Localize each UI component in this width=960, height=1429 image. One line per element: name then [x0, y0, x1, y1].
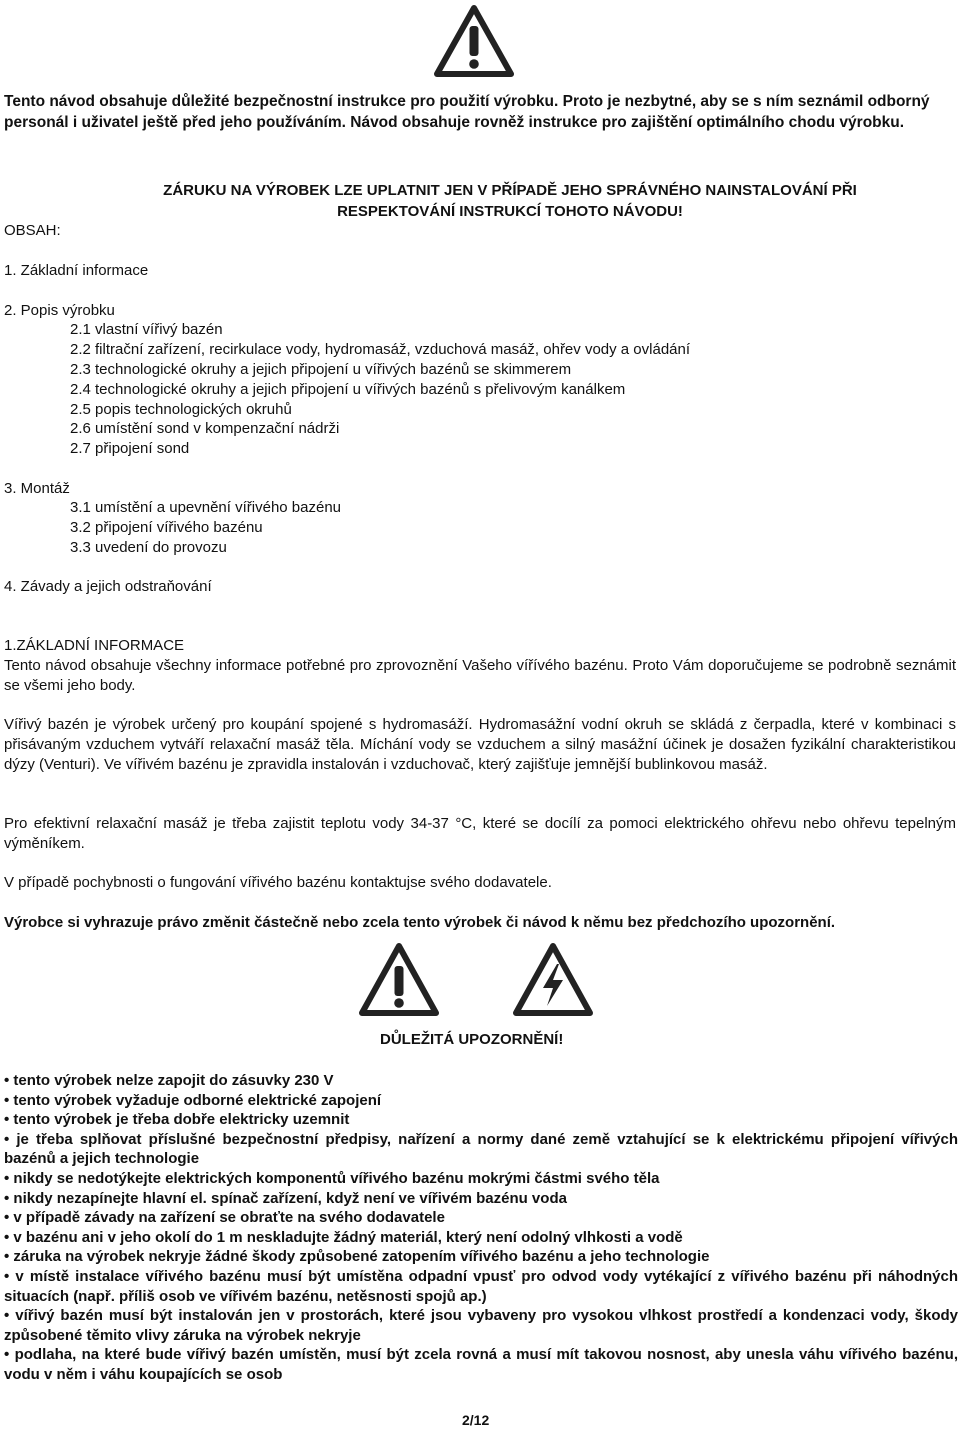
paragraph: Vířivý bazén je výrobek určený pro koupání spojené s hydromasáží. Hydromasážní vodní okruh se skládá z čerpadla, které v kombinaci s přisávaným vzduchem vytváří relaxační masáž těla. Míchání vody se vzduchem a silný masážní účinek je dosažen fyzikální charakteristikou dýzy (Venturi). Ve vířivém bazénu je zpravidla instalován i vzduchovač, který zajišťuje jemnější bublinkovou masáž. — [4, 716, 956, 773]
toc-title: OBSAH: — [4, 222, 61, 239]
toc-subitem: 2.2 filtrační zařízení, recirkulace vody, hydromasáž, vzduchová masáž, ohřev vody a ovládání — [70, 341, 691, 358]
list-item: • v místě instalace vířivého bazénu musí být umístěna odpadní vpusť pro odvod vody vytékající z vířivého bazénu při náhodných situacích (např. příliš osob ve vířivém bazénu, netěsnosti spojů ap.) — [4, 1267, 958, 1306]
list-item: • tento výrobek je třeba dobře elektricky uzemnit — [4, 1110, 958, 1130]
list-item: • nikdy nezapínejte hlavní el. spínač zařízení, když není ve vířivém bazénu voda — [4, 1189, 958, 1209]
paragraph: V případě pochybnosti o fungování vířivého bazénu kontaktujse svého dodavatele. — [4, 874, 552, 891]
toc-subitem: 2.3 technologické okruhy a jejich připojení u vířivých bazénů se skimmerem — [70, 361, 572, 378]
toc-subitem: 2.6 umístění sond v kompenzační nádrži — [70, 420, 340, 437]
safety-bullet-list — [4, 1071, 958, 1385]
list-item: • v bazénu ani v jeho okolí do 1 m neskladujte žádný materiál, který není odolný vlhkosti a vodě — [4, 1228, 958, 1248]
page-number: 2/12 — [462, 1412, 490, 1428]
warning-triangle-icon — [432, 2, 516, 80]
toc-subitem: 2.5 popis technologických okruhů — [70, 401, 292, 418]
section-heading: 1.ZÁKLADNÍ INFORMACE — [4, 637, 185, 654]
warning-icons — [356, 940, 596, 1020]
list-item: • záruka na výrobek nekryje žádné škody způsobené zatopením vířivého bazénu a jeho technologie — [4, 1247, 958, 1267]
list-item: • je třeba splňovat příslušné bezpečnostní předpisy, nařízení a normy dané země vztahující se k elektrickému připojení vířivých bazénů a jejich technologie — [4, 1130, 958, 1169]
high-voltage-icon — [510, 940, 596, 1020]
list-item: • v případě závady na zařízení se obraťte na svého dodavatele — [4, 1208, 958, 1228]
toc-item: 3. Montáž — [4, 480, 70, 497]
notice-title: DŮLEŽITÁ UPOZORNĚNÍ! — [380, 1031, 564, 1048]
intro-paragraph: Tento návod obsahuje důležité bezpečnostní instrukce pro použití výrobku. Proto je nezbytné, aby se s ním seznámil odborný personál i uživatel ještě před jeho používáním. Návod obsahuje rovněž instrukce pro zajištění optimálního chodu výrobku. — [4, 93, 930, 131]
toc-subitem: 3.2 připojení vířivého bazénu — [70, 519, 263, 536]
list-item: • nikdy se nedotýkejte elektrických komponentů vířivého bazénu mokrými částmi svého těla — [4, 1169, 958, 1189]
toc-subitem: 3.1 umístění a upevnění vířivého bazénu — [70, 499, 342, 516]
toc-subitem: 3.3 uvedení do provozu — [70, 539, 227, 556]
warning-triangle-icon — [356, 940, 442, 1020]
list-item: • tento výrobek vyžaduje odborné elektrické zapojení — [4, 1091, 958, 1111]
warranty-line-2: RESPEKTOVÁNÍ INSTRUKCÍ TOHOTO NÁVODU! — [337, 203, 683, 220]
paragraph: Tento návod obsahuje všechny informace potřebné pro zprovoznění Vašeho vířívého bazénu. Proto Vám doporučujeme se podrobně seznámit se všemi jeho body. — [4, 657, 956, 694]
list-item: • vířivý bazén musí být instalován jen v prostorách, které jsou vybaveny pro vysokou vlhkost prostředí a kondenzaci vody, škody způsobené těmito vlivy záruka na výrobek nekryje — [4, 1306, 958, 1345]
toc-item: 2. Popis výrobku — [4, 302, 115, 319]
toc-subitem: 2.1 vlastní vířivý bazén — [70, 321, 223, 338]
warranty-line-1: ZÁRUKU NA VÝROBEK LZE UPLATNIT JEN V PŘÍPADĚ JEHO SPRÁVNÉHO NAINSTALOVÁNÍ PŘI — [163, 182, 857, 199]
toc-item: 1. Základní informace — [4, 262, 149, 279]
paragraph: Pro efektivní relaxační masáž je třeba zajistit teplotu vody 34-37 °C, které se docílí za pomoci elektrického ohřevu nebo ohřevu tepelným výměníkem. — [4, 815, 956, 852]
warranty-notice — [4, 180, 956, 222]
toc-subitem: 2.4 technologické okruhy a jejich připojení u vířivých bazénů s přelivovým kanálkem — [70, 381, 626, 398]
disclaimer: Výrobce si vyhrazuje právo změnit částečně nebo zcela tento výrobek či návod k němu bez předchozího upozornění. — [4, 914, 836, 931]
list-item: • podlaha, na které bude vířivý bazén umístěn, musí být zcela rovná a musí mít takovou nosnost, aby unesla váhu vířivého bazénu, vodu v něm i váhu koupajících se osob — [4, 1345, 958, 1384]
toc-subitem: 2.7 připojení sond — [70, 440, 190, 457]
list-item: • tento výrobek nelze zapojit do zásuvky 230 V — [4, 1071, 958, 1091]
toc-item: 4. Závady a jejich odstraňování — [4, 578, 212, 595]
